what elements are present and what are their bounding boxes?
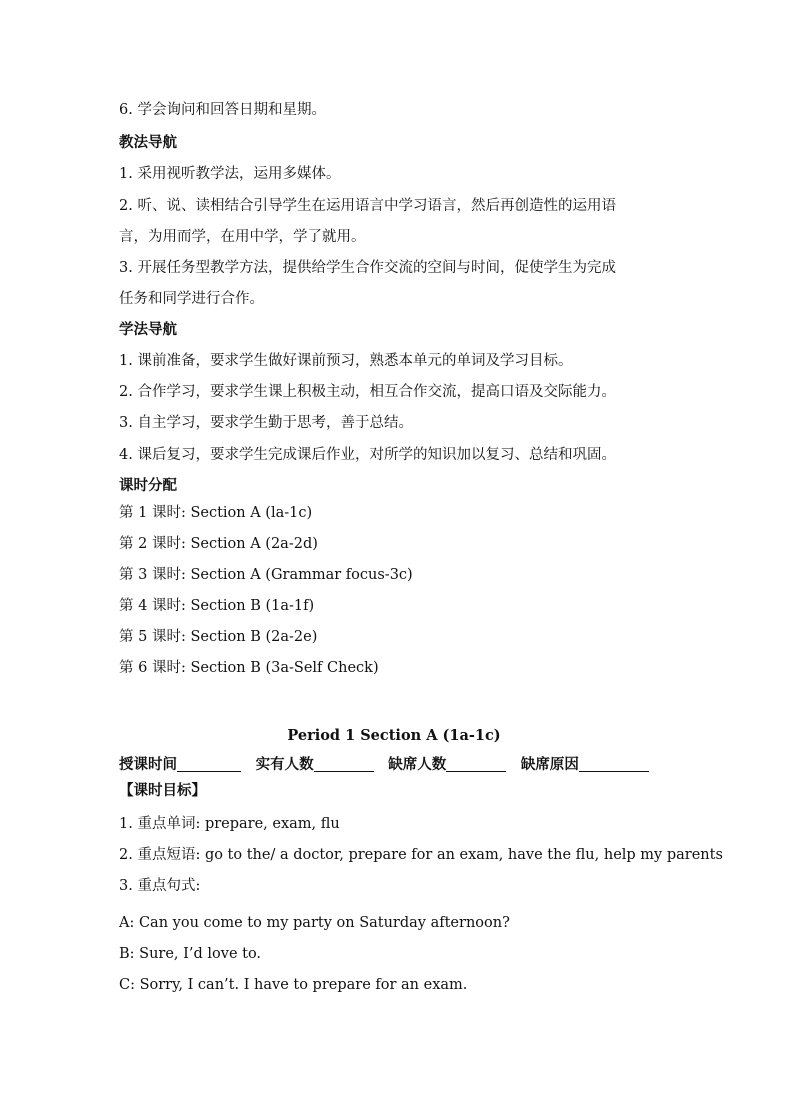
schedule-item: 第 1 课时: Section A (la-1c) (119, 505, 313, 521)
schedule-item: 第 3 课时: Section A (Grammar focus-3c) (119, 567, 413, 583)
goal-item-6: 6. 学会询问和回答日期和星期。 (119, 102, 326, 118)
sentence-line: B: Sure, I’d love to. (119, 946, 262, 962)
objective-item: 3. 重点句式: (119, 878, 201, 894)
field-blank[interactable] (177, 757, 241, 772)
learning-method-item: 2. 合作学习，要求学生课上积极主动，相互合作交流，提高口语及交际能力。 (119, 384, 616, 400)
objectives-heading: 【课时目标】 (119, 782, 206, 799)
class-info-row (119, 755, 649, 775)
teaching-method-item: 2. 听、说、读相结合引导学生在运用语言中学习语言，然后再创造性的运用语 (119, 198, 616, 214)
schedule-item: 第 4 课时: Section B (1a-1f) (119, 598, 315, 614)
sentence-line: A: Can you come to my party on Saturday afternoon? (119, 915, 510, 931)
schedule-item: 第 6 课时: Section B (3a-Self Check) (119, 660, 379, 676)
sentence-line: C: Sorry, I can’t. I have to prepare for an exam. (119, 977, 468, 993)
teaching-method-item: 任务和同学进行合作。 (119, 291, 264, 307)
learning-method-heading: 学法导航 (119, 321, 177, 338)
field-blank[interactable] (579, 757, 649, 772)
field-label: 缺席人数 (388, 756, 447, 773)
learning-method-item: 3. 自主学习，要求学生勤于思考，善于总结。 (119, 415, 413, 431)
schedule-item: 第 5 课时: Section B (2a-2e) (119, 629, 318, 645)
period-title: Period 1 Section A (1a-1c) (287, 727, 501, 744)
teaching-method-heading: 教法导航 (119, 134, 177, 151)
learning-method-item: 1. 课前准备，要求学生做好课前预习，熟悉本单元的单词及学习目标。 (119, 353, 573, 369)
field-label: 实有人数 (255, 756, 314, 773)
objective-item: 1. 重点单词: prepare, exam, flu (119, 816, 340, 832)
teaching-method-item: 3. 开展任务型教学方法，提供给学生合作交流的空间与时间，促使学生为完成 (119, 260, 616, 276)
schedule-item: 第 2 课时: Section A (2a-2d) (119, 536, 318, 552)
learning-method-item: 4. 课后复习，要求学生完成课后作业，对所学的知识加以复习、总结和巩固。 (119, 447, 616, 463)
teaching-method-item: 言，为用而学，在用中学，学了就用。 (119, 229, 366, 245)
objective-item: 2. 重点短语: go to the/ a doctor, prepare for an exam, have the flu, help my parents (119, 847, 723, 863)
field-blank[interactable] (314, 757, 374, 772)
field-label: 授课时间 (119, 756, 177, 773)
teaching-method-item: 1. 采用视听教学法，运用多媒体。 (119, 166, 341, 182)
field-label: 缺席原因 (520, 756, 579, 773)
field-blank[interactable] (446, 757, 506, 772)
schedule-heading: 课时分配 (119, 477, 177, 494)
